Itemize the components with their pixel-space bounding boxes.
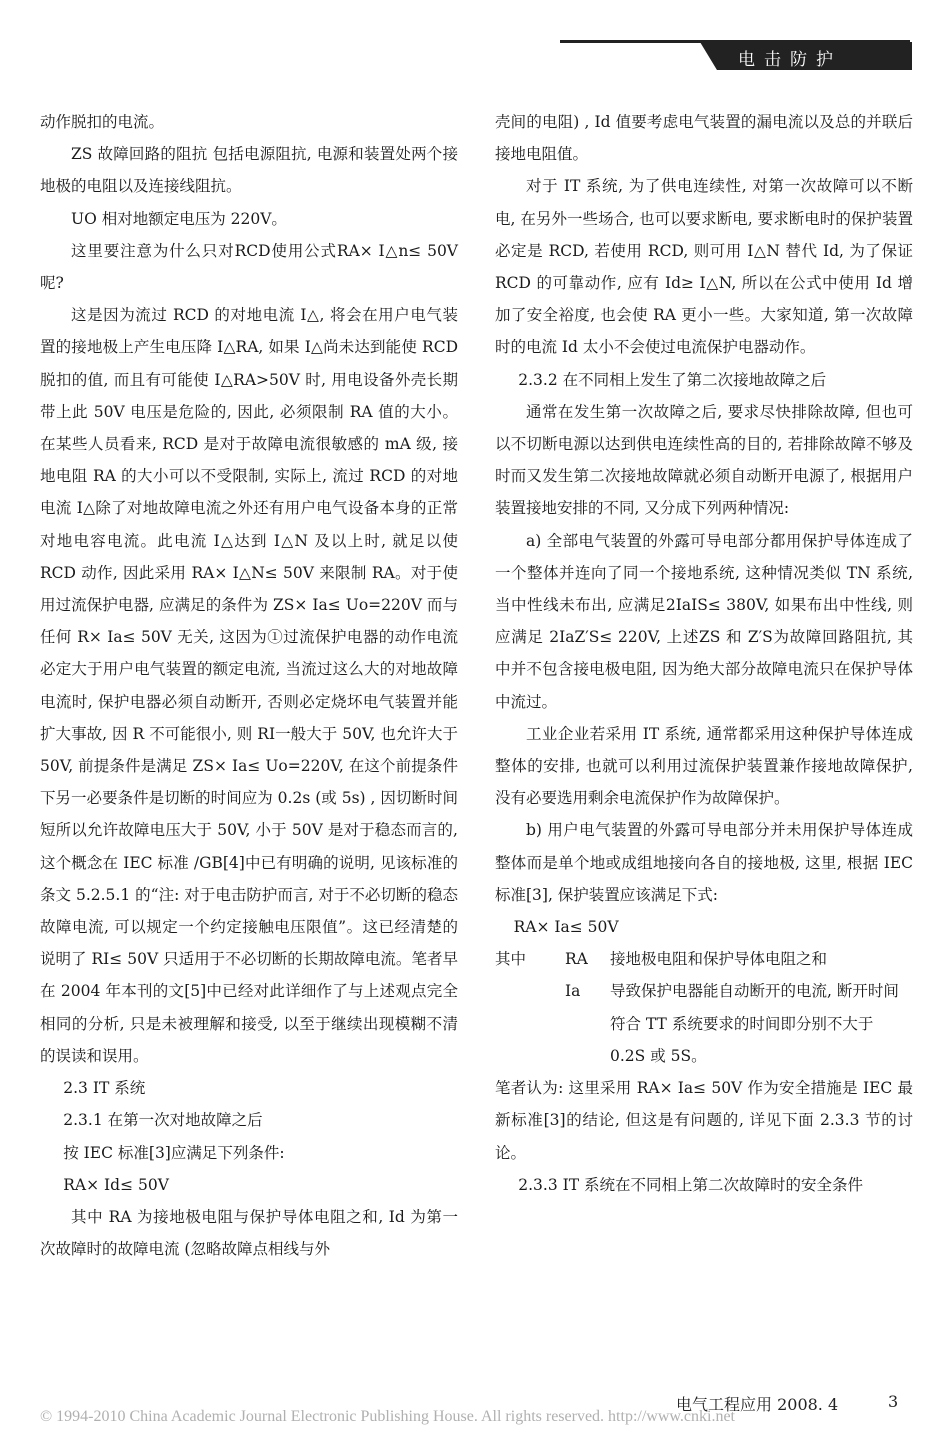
definition-lead: 其中	[495, 950, 527, 969]
paragraph: 动作脱扣的电流。	[40, 113, 165, 131]
paragraph: 这是因为流过 RCD 的对地电流 I△, 将会在用户电气装置的接地极上产生电压降 I△RA, 如果 I△尚未达到能使 RCD 脱扣的值, 而且有可能使 I△RA>50V 时, 用电设备外壳长期带上此 50V 电压是危险的, 因此, 必须限制 RA 值的大小。在某些人员看来, RCD 是对于故障电流很敏感的 mA 级, 接地电阻 RA 的大小可以不受限制, 实际上, 流过 RCD 的对地电流 I△除了对地故障电流之外还有用户电气设备本身的正常对地电容电流。此电流 I△达到 I△N 及以上时, 就足以使 RCD 动作, 因此采用 RA× I△N≤ 50V 来限制 RA。对于使用过流保护电器, 应满足的条件为 ZS× Ia≤ Uo=220V 而与任何 R× Ia≤ 50V 无关, 这因为①过流保护电器的动作电流必定大于用户电气装置的额定电流, 当流过这么大的对地故障电流时, 保护电器必须自动断开, 否则必定烧坏电气装置并能扩大事故, 因 R 不可能很小, 则 RI一般大于 50V, 也允许大于 50V, 前提条件是满足 ZS× Ia≤ Uo=220V, 在这个前提条件下另一必要条件是切断的时间应为 0.2s (或 5s) , 因切断时间短所以允许故障电压大于 50V, 小于 50V 是对于稳态而言的, 这个概念在 IEC 标准 /GB[4]中已有明确的说明, 见该标准的条文 5.2.5.1 的“注: 对于电击防护而言, 对于不必切断的稳态故障电流, 可以规定一个约定接触电压限值”。这已经清楚的说明了 RI≤ 50V 只适用于不必切断的长期故障电流。笔者早在 2004 年本刊的文[5]中已经对此详细作了与上述观点完全相同的分析, 只是未被理解和接受, 以至于继续出现模糊不清的误读和误用。	[40, 306, 458, 1065]
definition-symbol: Ia	[565, 982, 581, 1001]
left-column	[40, 106, 458, 1265]
subsection-heading: 2.3.3 IT 系统在不同相上第二次故障时的安全条件	[518, 1175, 864, 1194]
paragraph: b) 用户电气装置的外露可导电部分并未用保护导体连成整体而是单个地或成组地接向各自的接地极, 这里, 根据 IEC 标准[3], 保护装置应该满足下式:	[495, 821, 913, 904]
copyright-notice: © 1994-2010 China Academic Journal Electronic Publishing House. All rights reserved. http://www.cnki.net	[40, 1408, 735, 1425]
section-title: 电击防护	[738, 50, 842, 70]
subsection-heading: 2.3.1 在第一次对地故障之后	[63, 1111, 263, 1130]
formula: RA× Ia≤ 50V	[513, 918, 619, 937]
paragraph: 工业企业若采用 IT 系统, 通常都采用这种保护导体连成整体的安排, 也就可以利用过流保护装置兼作接地故障保护, 没有必要选用剩余电流保护作为故障保护。	[495, 724, 913, 808]
definition-symbol: RA	[565, 950, 588, 969]
formula: RA× Id≤ 50V	[63, 1175, 169, 1194]
paragraph: 对于 IT 系统, 为了供电连续性, 对第一次故障可以不断电, 在另外一些场合, 也可以要求断电, 要求断电时的保护装置必定是 RCD, 若使用 RCD, 则可用 I△N 替代 Id, 为了保证 RCD 的可靠动作, 应有 Id≥ I△N, 所以在公式中使用 Id 增加了安全裕度, 也会使 RA 更小一些。大家知道, 第一次故障时的电流 Id 太小不会使过电流保护电器动作。	[495, 177, 913, 357]
section-heading: 2.3 IT 系统	[63, 1079, 146, 1098]
paragraph: 其中 RA 为接地极电阻与保护导体电阻之和, Id 为第一次故障时的故障电流 (忽略故障点相线与外	[40, 1207, 458, 1259]
page-number: 3	[888, 1392, 899, 1411]
subsection-heading: 2.3.2 在不同相上发生了第二次接地故障之后	[518, 370, 827, 389]
definition-row	[495, 943, 913, 975]
paragraph: a) 全部电气装置的外露可导电部分都用保护导体连成了一个整体并连向了同一个接地系统, 这种情况类似 TN 系统, 当中性线未布出, 应满足2IaIS≤ 380V, 如果布出中性线, 则应满足 2IaZ′S≤ 220V, 上述ZS 和 Z′S为故障回路阻抗, 其中并不包含接电极电阻, 因为绝大部分故障电流只在保护导体中流过。	[495, 531, 913, 711]
paragraph: 按 IEC 标准[3]应满足下列条件:	[63, 1143, 285, 1162]
definition-text: 接地极电阻和保护导体电阻之和	[610, 950, 828, 969]
paragraph: 通常在发生第一次故障之后, 要求尽快排除故障, 但也可以不切断电源以达到供电连续性高的目的, 若排除故障不够及时而又发生第二次接地故障就必须自动断开电源了, 根据用户装置接地安排的不同, 又分成下列两种情况:	[495, 402, 913, 518]
definition-row	[495, 975, 913, 1072]
paragraph: 这里要注意为什么只对RCD使用公式RA× I△n≤ 50V呢?	[40, 241, 458, 293]
paragraph: 笔者认为: 这里采用 RA× Ia≤ 50V 作为安全措施是 IEC 最新标准[3]的结论, 但这是有问题的, 详见下面 2.3.3 节的讨论。	[495, 1079, 913, 1162]
journal-name: 电气工程应用 2008. 4	[676, 1395, 839, 1414]
definition-text: 导致保护电器能自动断开的电流, 断开时间符合 TT 系统要求的时间即分别不大于 0.2S 或 5S。	[610, 982, 899, 1065]
paragraph: 壳间的电阻) , Id 值要考虑电气装置的漏电流以及总的并联后接地电阻值。	[495, 113, 913, 164]
right-column	[495, 106, 913, 1201]
paragraph: UO 相对地额定电压为 220V。	[71, 209, 287, 228]
paragraph: ZS 故障回路的阻抗 包括电源阻抗, 电源和装置处两个接地极的电阻以及连接线阻抗。	[40, 145, 458, 196]
